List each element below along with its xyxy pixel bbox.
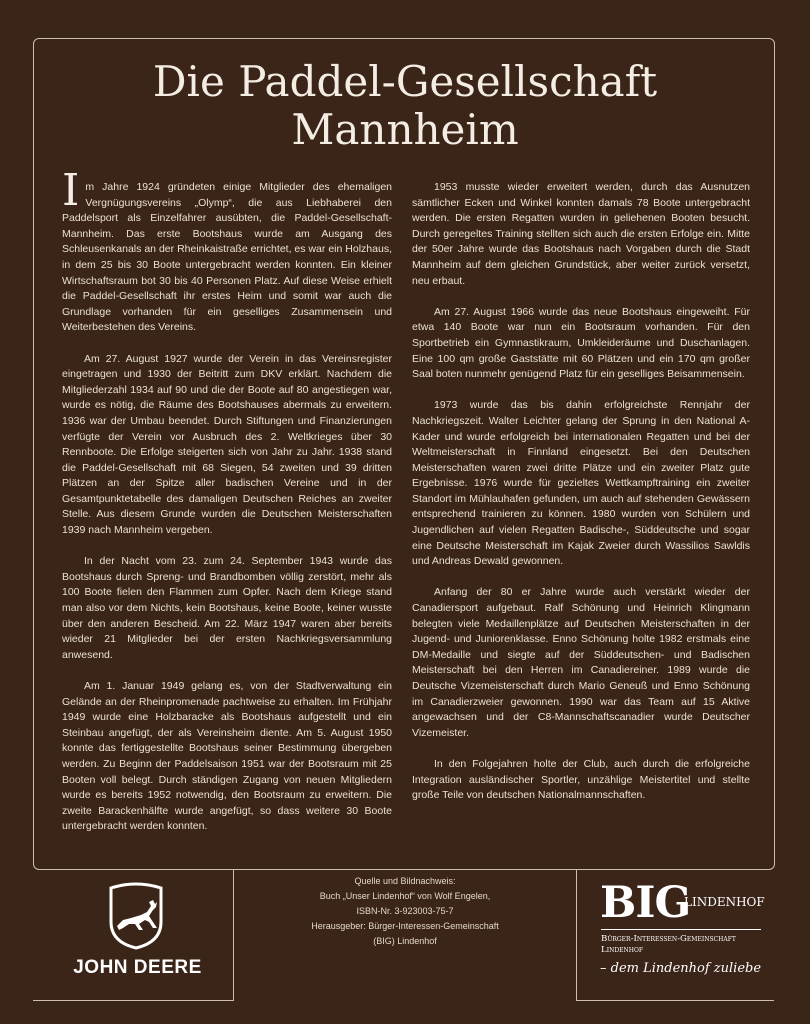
big-logo-association <box>601 934 736 956</box>
drop-cap: I <box>62 165 80 216</box>
paragraph-3: In der Nacht vom 23. zum 24. September 1943 wurde das Bootshaus durch Spreng- und Brandbomben völlig zerstört, mehr als 100 Boote fielen den Flammen zum Opfer. Nach dem Kriege stand man also vor dem Nichts, kein Bootshaus, keine Boote, keiner wusste über den anderen Bescheid. Am 22. März 1947 waren aber bereits wieder 21 Mitglieder bei der ersten Nachkriegsversammlung anwesend. <box>62 555 392 661</box>
credits-line-4: Herausgeber: Bürger-Interessen-Gemeinschaft <box>311 921 499 931</box>
paragraph-2: Am 27. August 1927 wurde der Verein in das Vereinsregister eingetragen und 1930 der Beitritt zum DKV erklärt. Nachdem die Mitgliederzahl 1934 auf 90 und die der Boote auf 80 angestiegen war, wurde es nötig, die Räume des Bootshauses abermals zu erweitern. 1936 war der Umbau beendet. Durch Stiftungen und Finanzierungen verfügte der Verein vor Ausbruch des 2. Weltkrieges über 30 Rennboote. Die Erfolge steigerten sich von Jahr zu Jahr. 1938 stand die Paddel-Gesellschaft mit 68 Siegen, 54 zweiten und 39 dritten Plätzen an der Spitze aller badischen Vereine und in der Gesamtpunktetabelle des damaligen Deutschen Reiches an zweiter Stelle. Aus diesem Grunde wurden die Deutschen Meisterschaften 1939 nach Mannheim vergeben. <box>62 352 392 537</box>
right-column <box>412 180 750 819</box>
paragraph-8: Anfang der 80 er Jahre wurde auch verstärkt wieder der Canadiersport aufgebaut. Ralf Schönung und Heinrich Klingmann belegten viele Medaillenplätze auf Deutschen Meisterschaften in der Jugend- und Juniorenklasse. Enno Schönung holte 1982 erstmals eine DM-Medaille und siegte auf der Süddeutschen- und Badischen Meisterschaft bei den Herren im Canadiereiner. 1989 wurde die Deutsche Vizemeisterschaft durch Mario Geneuß und Enno Schönung im Canadierzweier gewonnen. 1990 war das Team auf 15 Aktive angewachsen und der C8-Mannschaftscanadier wurde Deutscher Vizemeister. <box>412 586 750 739</box>
paragraph-5: 1953 musste wieder erweitert werden, durch das Ausnutzen sämtlicher Ecken und Winkel konnten damals 78 Boote untergebracht werden. Die ersten Regatten wurden in geliehenen Booten besucht. Durch geregeltes Training stellten sich auch die ersten Erfolge ein. Mitte der 50er Jahre wurde das Bootshaus nach Vorgaben durch die Stadt Mannheim auf dem gleichen Grundstück, aber weiter zurück versetzt, neu erbaut. <box>412 181 750 287</box>
paragraph-7: 1973 wurde das bis dahin erfolgreichste Rennjahr der Nachkriegszeit. Walter Leichter gelang der Sprung in den National A-Kader und wurde erfolgreich bei internationalen Regatten und bei der Weltmeisterschaft in Finnland eingesetzt. Bei den Deutschen Meisterschaften waren zwei dritte Plätze und ein zweiter Platz gute Ergebnisse. 1976 wurde für gezieltes Wettkampftraining ein zweiter Standort im Mühlauhafen gefunden, um auch auf stehenden Gewässern entsprechend trainieren zu können. 1980 wurden von Schülern und Jugendlichen auf vielen Regatten Badische-, Süddeutsche und sogar eine Deutsche Meisterschaft im Kajak Zweier durch Wassilios Sawldis und Andreas Dewald gewonnen. <box>412 399 750 568</box>
paragraph-6: Am 27. August 1966 wurde das neue Bootshaus eingeweiht. Für etwa 140 Boote war nun ein Bootsraum vorhanden. Für den Sportbetrieb ein Gymnastikraum, Umkleideräume und Duschanlagen. Eine 100 qm große Gaststätte mit 60 Plätzen und ein 170 qm großer Saal boten nunmehr genügend Platz für ein geselliges Beisammensein. <box>412 305 750 381</box>
title-line-1: Die Paddel-Gesellschaft <box>152 57 658 106</box>
page-title <box>0 58 810 154</box>
credits-line-5: (BIG) Lindenhof <box>373 936 437 946</box>
big-logo-divider <box>601 929 761 930</box>
credits-line-2: Buch „Unser Lindenhof“ von Wolf Engelen, <box>319 891 491 901</box>
paragraph-4: Am 1. Januar 1949 gelang es, von der Stadtverwaltung ein Gelände an der Rheinpromenade pachtweise zu erhalten. Im Frühjahr 1949 wurde eine Holzbaracke als Bootshaus aufgestellt und ein Steinbau angefügt, der als Vereinsheim diente. Am 5. August 1950 konnte das fertiggestellte Bootshaus seiner Bestimmung übergeben werden. Zu Beginn der Paddelsaison 1951 war der Bootsraum mit 25 Booten voll belegt. Durch ständigen Zugang von neuen Mitgliedern wurde es bereits 1952 notwendig, den Bootsraum zu erweitern. Die zweite Barackenhälfte wurde angefügt, so dass weitere 30 Boote untergebracht werden konnten. <box>62 680 392 833</box>
paragraph-9: In den Folgejahren holte der Club, auch durch die erfolgreiche Integration ausländischer Sportler, unzählige Meistertitel und stellte große Teile von deutschen Nationalmannschaften. <box>412 757 750 802</box>
credits-line-1: Quelle und Bildnachweis: <box>354 876 456 886</box>
big-logo-lindenhof: LINDENHOF <box>684 895 765 909</box>
big-association-line-1: Bürger-Interessen-Gemeinschaft <box>601 934 736 944</box>
source-credits <box>270 874 540 949</box>
big-logo-slogan: – dem Lindenhof zuliebe <box>600 961 762 976</box>
paragraph-1-text: m Jahre 1924 gründeten einige Mitglieder des ehemaligen Vergnügungsvereins „Olymp“, die aus Liebhaberei den Paddelsport als Einzelfahrer ausübten, die Paddel-Gesellschaft-Mannheim. Das erste Bootshaus wurde am Ausgang des Schleusenkanals an der Rheinkaistraße errichtet, es war ein Holzhaus, in dem 25 bis 30 Boote untergebracht werden konnten. Ein kleiner Wirtschaftsraum bot 30 bis 40 Personen Platz. Auf diese Weise erhielt die Paddel-Gesellschaft ihr erstes Heim und somit war auch die Grundlage vorhanden für ein geselliges Zusammensein und Weiterbestehen des Vereins. <box>62 181 392 334</box>
credits-line-3: ISBN-Nr. 3-923003-75-7 <box>356 906 454 916</box>
left-column <box>62 165 392 851</box>
title-line-2: Mannheim <box>291 105 519 154</box>
big-association-line-2: Lindenhof <box>601 945 644 955</box>
big-logo-word: BIG <box>600 878 691 928</box>
john-deere-wordmark: JOHN DEERE <box>73 957 202 978</box>
leaping-deer-icon <box>103 882 169 950</box>
paragraph-1 <box>62 165 392 336</box>
